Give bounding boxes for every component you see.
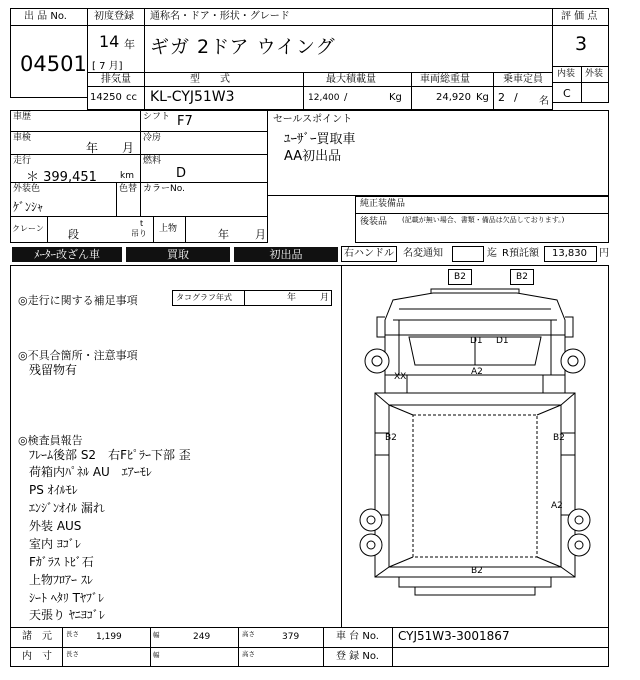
height-value: 379 bbox=[282, 632, 300, 642]
displacement-label: 排気量 bbox=[101, 74, 131, 85]
name-change-label: 名変通知 bbox=[403, 248, 443, 259]
color-value: ｹﾞﾝｼｬ bbox=[13, 200, 44, 214]
aircon-label: 冷房 bbox=[143, 133, 162, 143]
sales-point-1: ﾕｰｻﾞｰ買取車 bbox=[284, 132, 356, 147]
equipment-label: 純正装備品 bbox=[360, 199, 406, 209]
first-reg-label: 初度登録 bbox=[94, 11, 134, 22]
inspector-line: 荷箱内ﾊﾟﾈﾙ AU ｴｱｰﾓﾚ bbox=[29, 465, 152, 479]
crane-stage: 段 bbox=[68, 228, 79, 241]
crane-ton: 吊り bbox=[131, 229, 147, 238]
reg-year-unit: 年 bbox=[124, 38, 135, 51]
inspector-line: Fｶﾞﾗｽ ﾄﾋﾞ石 bbox=[29, 555, 94, 569]
car-name: ギガ 2ドア ウイング bbox=[150, 36, 336, 58]
mileage-unit: km bbox=[120, 171, 134, 181]
chassis-value: CYJ51W3-3001867 bbox=[398, 629, 510, 643]
inspection-year: 年 bbox=[86, 141, 99, 155]
inspector-line: PS ｵｲﾙﾓﾚ bbox=[29, 483, 78, 497]
gross-weight-label: 車両総重量 bbox=[420, 74, 470, 85]
mileage-value: ＊ 399,451 bbox=[26, 170, 97, 185]
history-label: 車歴 bbox=[13, 112, 32, 122]
badge-meter-tampered: ﾒｰﾀｰ改ざん車 bbox=[12, 247, 122, 262]
recycle-unit: 円 bbox=[599, 248, 609, 259]
in-height-label: 高さ bbox=[242, 650, 255, 658]
color-code-label: カラーNo. bbox=[143, 184, 185, 194]
capacity-unit: 名 bbox=[539, 96, 549, 107]
width-label: 幅 bbox=[153, 631, 160, 639]
damage-b2-bottom: B2 bbox=[471, 566, 483, 576]
exterior-grade-label: 外装 bbox=[585, 69, 604, 79]
name-change-sep: 迄 bbox=[487, 248, 497, 259]
crane-label: クレーン bbox=[12, 224, 44, 233]
score-label: 評 価 点 bbox=[561, 11, 598, 22]
inspector-line: 外装 AUS bbox=[29, 519, 82, 533]
color-change-label: 色替 bbox=[119, 184, 138, 194]
damage-b2-top-right: B2 bbox=[510, 269, 534, 285]
displacement-unit: cc bbox=[126, 92, 137, 103]
length-value: 1,199 bbox=[96, 632, 122, 642]
defect-label: ◎不具合箇所・注意事項 bbox=[18, 349, 138, 362]
inspection-label: 車検 bbox=[13, 133, 32, 143]
inspector-line: ｴﾝｼﾞﾝｵｲﾙ 漏れ bbox=[29, 501, 105, 515]
max-load-sep: / bbox=[344, 92, 348, 103]
length-label: 長さ bbox=[66, 630, 79, 638]
interior-dims-label: 内 寸 bbox=[22, 651, 52, 662]
inspector-line: 天張り ﾔﾆﾖｺﾞﾚ bbox=[29, 608, 105, 622]
reg-year: 14 bbox=[99, 32, 120, 51]
mileage-label: 走行 bbox=[13, 156, 32, 166]
chassis-label: 車 台 No. bbox=[336, 631, 379, 642]
post-equipment-note: (記載が無い場合、書類・備品は欠品しております。) bbox=[402, 216, 565, 224]
recycle-value: 13,830 bbox=[552, 248, 587, 259]
damage-b2-left: B2 bbox=[385, 433, 397, 443]
max-load-label: 最大積載量 bbox=[326, 74, 376, 85]
sales-point-label: セールスポイント bbox=[273, 114, 353, 125]
badge-first-listing: 初出品 bbox=[234, 247, 338, 262]
shift-label: シフト bbox=[143, 112, 171, 122]
damage-d1-right: D1 bbox=[496, 336, 509, 346]
gross-weight-unit: Kg bbox=[476, 92, 489, 103]
damage-a2-top: A2 bbox=[471, 367, 483, 377]
lot-label: 出 品 No. bbox=[24, 11, 67, 22]
capacity-value: 2 bbox=[498, 91, 505, 104]
capacity-label: 乗車定員 bbox=[503, 74, 543, 85]
displacement-value: 14250 bbox=[90, 92, 122, 103]
fuel-value: D bbox=[176, 166, 187, 181]
tacho-label: タコグラフ年式 bbox=[176, 293, 232, 302]
inspector-line: ﾌﾚｰﾑ後部 S2 右Fﾋﾟﾗｰ下部 歪 bbox=[29, 448, 191, 462]
fuel-label: 燃料 bbox=[143, 156, 162, 166]
name-change-box bbox=[452, 246, 484, 262]
recycle-label: R預託額 bbox=[502, 248, 539, 259]
post-equipment-label: 後装品 bbox=[360, 217, 388, 227]
dims-label: 諸 元 bbox=[22, 631, 52, 642]
interior-grade: C bbox=[563, 87, 571, 100]
width-value: 249 bbox=[193, 632, 211, 642]
model-label: 型 式 bbox=[190, 74, 230, 85]
capacity-sep: / bbox=[514, 91, 518, 104]
reg-month: [ 7 月] bbox=[92, 61, 123, 72]
upper-label: 上物 bbox=[159, 224, 178, 234]
interior-grade-label: 内装 bbox=[557, 69, 576, 79]
damage-a2-right: A2 bbox=[551, 501, 563, 511]
inspection-month: 月 bbox=[122, 141, 135, 155]
damage-b2-top-left: B2 bbox=[448, 269, 472, 285]
damage-xx: XX bbox=[394, 372, 407, 382]
gross-weight-value: 24,920 bbox=[436, 92, 471, 103]
damage-b2-right: B2 bbox=[553, 433, 565, 443]
tacho-year: 年 bbox=[287, 293, 297, 303]
max-load-unit: Kg bbox=[389, 92, 402, 103]
inspector-line: 上物ﾌﾛｱｰ ｽﾚ bbox=[29, 573, 93, 587]
lot-number: 04501 bbox=[20, 52, 87, 76]
upper-year: 年 bbox=[218, 228, 229, 241]
shift-value: F7 bbox=[177, 114, 193, 129]
name-label: 通称名・ドア・形状・グレード bbox=[150, 11, 290, 22]
in-length-label: 長さ bbox=[66, 650, 79, 658]
upper-month: 月 bbox=[255, 228, 266, 241]
damage-d1-left: D1 bbox=[470, 336, 483, 346]
badge-purchase: 買取 bbox=[126, 247, 230, 262]
height-label: 高さ bbox=[242, 630, 255, 638]
inspector-label: ◎検査員報告 bbox=[18, 434, 83, 447]
in-width-label: 幅 bbox=[153, 651, 160, 659]
model-value: KL-CYJ51W3 bbox=[150, 89, 235, 105]
color-label: 外装色 bbox=[13, 184, 41, 194]
tacho-month: 月 bbox=[320, 293, 330, 303]
inspector-line: 室内 ﾖｺﾞﾚ bbox=[29, 537, 81, 551]
sales-point-2: AA初出品 bbox=[284, 149, 342, 164]
inspector-line: ｼｰﾄ ﾍﾀﾘ Tﾔﾌﾞﾚ bbox=[29, 591, 104, 605]
crane-ton-top: t bbox=[140, 219, 144, 228]
steering-box: 右ハンドル bbox=[341, 246, 397, 262]
defect-item: 残留物有 bbox=[29, 363, 78, 377]
reg-number-label: 登 録 No. bbox=[336, 651, 379, 662]
driving-label: ◎走行に関する補足事項 bbox=[18, 294, 138, 307]
max-load-value: 12,400 bbox=[308, 93, 340, 103]
score-value: 3 bbox=[575, 33, 588, 55]
